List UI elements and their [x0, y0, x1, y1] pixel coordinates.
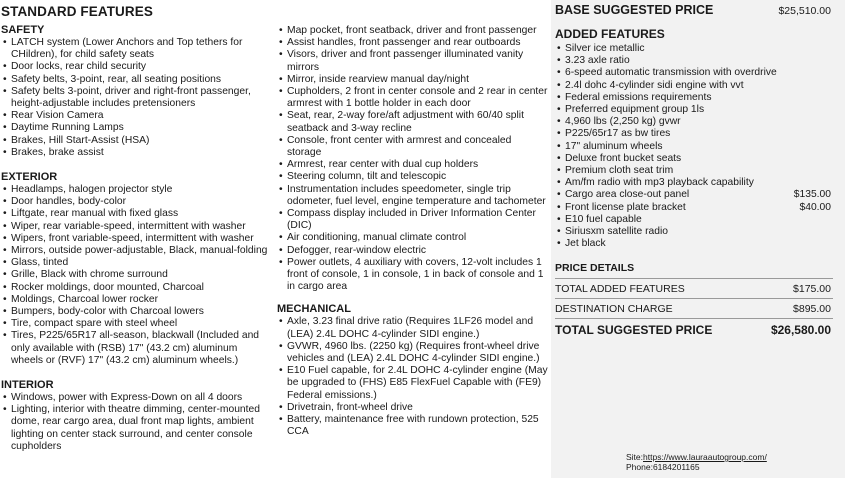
added-feature-name: • 3.23 axle ratio: [565, 55, 630, 67]
added-feature-item: [551, 43, 845, 55]
added-feature-name: • Federal emissions requirements: [565, 91, 712, 103]
added-feature-item: [551, 55, 845, 67]
interior-item: • Steering column, tilt and telescopic: [276, 171, 548, 183]
added-feature-price: [825, 214, 831, 226]
interior-item: • Instrumentation includes speedometer, single trip odometer, fuel level, engine temperature and tachometer: [276, 184, 548, 208]
added-feature-item: [551, 128, 845, 140]
exterior-item: • Headlamps, halogen projector style: [0, 184, 272, 196]
base-price-value: $25,510.00: [778, 5, 831, 17]
middle-column: [276, 0, 548, 439]
exterior-item: • Wiper, rear variable-speed, intermittent with washer: [0, 221, 272, 233]
added-feature-item: [551, 177, 845, 189]
added-feature-price: [825, 92, 831, 104]
safety-item: • Brakes, brake assist: [0, 147, 272, 159]
mechanical-item: • E10 Fuel capable, for 2.4L DOHC 4-cylinder engine (May be upgraded to (FHS) E85 FlexFuel Capable with (FE9) Federal emissions.): [276, 365, 548, 402]
interior-item: • Lighting, interior with theatre dimming, center-mounted dome, rear cargo area, dual front map lights, ambient lighting on center stack surround, and center console cupholders: [0, 404, 272, 453]
interior-heading: INTERIOR: [1, 379, 54, 392]
added-feature-item: [551, 116, 845, 128]
added-feature-price: [825, 238, 831, 250]
price-details-heading: PRICE DETAILS: [555, 262, 635, 275]
total-price-label: TOTAL SUGGESTED PRICE: [555, 323, 713, 338]
interior-item: • Map pocket, front seatback, driver and front passenger: [276, 25, 548, 37]
added-feature-price: [825, 104, 831, 116]
added-feature-item: [551, 80, 845, 92]
base-price-label: BASE SUGGESTED PRICE: [555, 3, 714, 17]
exterior-item: • Bumpers, body-color with Charcoal lowers: [0, 306, 272, 318]
mechanical-heading: MECHANICAL: [277, 303, 351, 316]
exterior-list: [0, 184, 272, 367]
mechanical-item: • Drivetrain, front-wheel drive: [276, 402, 548, 414]
added-feature-name: • 2.4l dohc 4-cylinder sidi engine with vvt: [565, 79, 744, 91]
interior-item: • Assist handles, front passenger and rear outboards: [276, 37, 548, 49]
destination-label: DESTINATION CHARGE: [555, 303, 673, 316]
added-feature-item: [551, 238, 845, 250]
added-feature-item: [551, 153, 845, 165]
exterior-item: • Tire, compact spare with steel wheel: [0, 318, 272, 330]
added-feature-price: [825, 128, 831, 140]
interior-item: • Power outlets, 4 auxiliary with covers, 12-volt includes 1 front of console, 1 in console, 1 in back of console and 1 in cargo area: [276, 257, 548, 294]
interior-continued-list: [276, 25, 548, 293]
base-price-row: [551, 3, 845, 17]
added-feature-item: [551, 214, 845, 226]
added-feature-price: [825, 153, 831, 165]
interior-item: • Cupholders, 2 front in center console and 2 rear in center armrest with 1 bottle holder in each door: [276, 86, 548, 110]
added-feature-item: [551, 202, 845, 214]
safety-list: [0, 37, 272, 159]
price-panel: [551, 0, 845, 478]
phone-label: Phone:: [626, 462, 653, 472]
safety-item: • LATCH system (Lower Anchors and Top tethers for CHildren), for child safety seats: [0, 37, 272, 61]
mechanical-item: • GVWR, 4960 lbs. (2250 kg) (Requires front-wheel drive vehicles and (LEA) 2.4L DOHC 4-cylinder SIDI engine.): [276, 341, 548, 365]
added-feature-name: • Preferred equipment group 1ls: [565, 104, 705, 116]
safety-item: • Door locks, rear child security: [0, 61, 272, 73]
safety-item: • Brakes, Hill Start-Assist (HSA): [0, 135, 272, 147]
exterior-item: • Liftgate, rear manual with fixed glass: [0, 208, 272, 220]
exterior-heading: EXTERIOR: [1, 171, 58, 184]
added-feature-item: [551, 92, 845, 104]
added-feature-name: • Am/fm radio with mp3 playback capability: [565, 177, 754, 189]
safety-heading: SAFETY: [1, 24, 45, 36]
added-feature-name: • 4,960 lbs (2,250 kg) gvwr: [565, 116, 681, 128]
site-label: Site:: [626, 452, 644, 462]
site-link[interactable]: https://www.lauraautogroup.com/: [643, 452, 767, 462]
exterior-item: • Rocker moldings, door mounted, Charcoal: [0, 282, 272, 294]
interior-item: • Console, front center with armrest and concealed storage: [276, 135, 548, 159]
added-feature-price: [825, 80, 831, 92]
interior-item: • Mirror, inside rearview manual day/night: [276, 74, 548, 86]
interior-item: • Compass display included in Driver Information Center (DIC): [276, 208, 548, 232]
added-feature-item: [551, 226, 845, 238]
added-feature-price: [825, 116, 831, 128]
total-added-value: $175.00: [793, 283, 831, 296]
added-feature-name: • 6-speed automatic transmission with overdrive: [565, 67, 777, 79]
added-feature-name: • Siriusxm satellite radio: [565, 226, 669, 238]
interior-item: • Visors, driver and front passenger illuminated vanity mirrors: [276, 49, 548, 73]
total-added-row: [551, 279, 845, 295]
mechanical-item: • Axle, 3.23 final drive ratio (Requires 1LF26 model and (LEA) 2.4L DOHC 4-cylinder SIDI engine.): [276, 316, 548, 340]
added-feature-name: • Jet black: [565, 238, 606, 250]
interior-item: • Windows, power with Express-Down on all 4 doors: [0, 392, 272, 404]
added-feature-price: [825, 43, 831, 55]
interior-item: • Armrest, rear center with dual cup holders: [276, 159, 548, 171]
added-feature-price: [825, 165, 831, 177]
added-feature-price: [825, 55, 831, 67]
added-features-list: [551, 43, 845, 250]
added-feature-price: [825, 177, 831, 189]
destination-value: $895.00: [793, 303, 831, 316]
exterior-item: • Mirrors, outside power-adjustable, Black, manual-folding: [0, 245, 272, 257]
exterior-item: • Moldings, Charcoal lower rocker: [0, 294, 272, 306]
total-price-value: $26,580.00: [770, 323, 831, 338]
added-feature-name: • P225/65r17 as bw tires: [565, 128, 671, 140]
safety-item: • Daytime Running Lamps: [0, 122, 272, 134]
added-features-heading: ADDED FEATURES: [555, 27, 665, 41]
safety-item: • Safety belts 3-point, driver and right-front passenger, height-adjustable includes pretensioners: [0, 86, 272, 110]
destination-row: [551, 299, 845, 315]
total-price-row: [551, 319, 845, 337]
exterior-item: • Door handles, body-color: [0, 196, 272, 208]
exterior-item: • Tires, P225/65R17 all-season, blackwall (Included and only available with (RSB) 17" (43.2 cm) aluminum wheels or (RVF) 17" (43.2 cm) aluminum wheels.): [0, 330, 272, 367]
added-feature-name: • Silver ice metallic: [565, 43, 645, 54]
interior-item: • Defogger, rear-window electric: [276, 245, 548, 257]
added-feature-price: [825, 141, 831, 153]
added-feature-name: • Deluxe front bucket seats: [565, 152, 682, 164]
added-feature-item: [551, 189, 845, 201]
added-feature-name: • Premium cloth seat trim: [565, 165, 674, 177]
interior-item: • Seat, rear, 2-way fore/aft adjustment with 60/40 split seatback and 3-way recline: [276, 110, 548, 134]
added-feature-price: [825, 67, 831, 79]
added-feature-item: [551, 141, 845, 153]
phone-number: 6184201165: [652, 462, 700, 472]
added-feature-name: • 17" aluminum wheels: [565, 140, 663, 152]
exterior-item: • Grille, Black with chrome surround: [0, 269, 272, 281]
added-feature-price: $135.00: [793, 189, 831, 201]
safety-item: • Safety belts, 3-point, rear, all seating positions: [0, 74, 272, 86]
dealer-footer: [626, 452, 767, 472]
added-feature-item: [551, 104, 845, 116]
added-feature-item: [551, 67, 845, 79]
interior-item: • Air conditioning, manual climate control: [276, 232, 548, 244]
exterior-item: • Glass, tinted: [0, 257, 272, 269]
added-feature-name: • Cargo area close-out panel: [565, 189, 690, 201]
interior-list: [0, 392, 272, 453]
added-feature-price: $40.00: [799, 201, 831, 213]
mechanical-list: [276, 316, 548, 438]
left-column: [0, 0, 272, 453]
added-feature-item: [551, 165, 845, 177]
total-added-label: TOTAL ADDED FEATURES: [555, 283, 685, 296]
exterior-item: • Wipers, front variable-speed, intermittent with washer: [0, 233, 272, 245]
added-feature-price: [825, 226, 831, 238]
safety-item: • Rear Vision Camera: [0, 110, 272, 122]
mechanical-item: • Battery, maintenance free with rundown protection, 525 CCA: [276, 414, 548, 438]
added-feature-name: • E10 fuel capable: [565, 213, 642, 225]
added-feature-name: • Front license plate bracket: [565, 201, 686, 213]
standard-features-title: STANDARD FEATURES: [1, 4, 153, 19]
